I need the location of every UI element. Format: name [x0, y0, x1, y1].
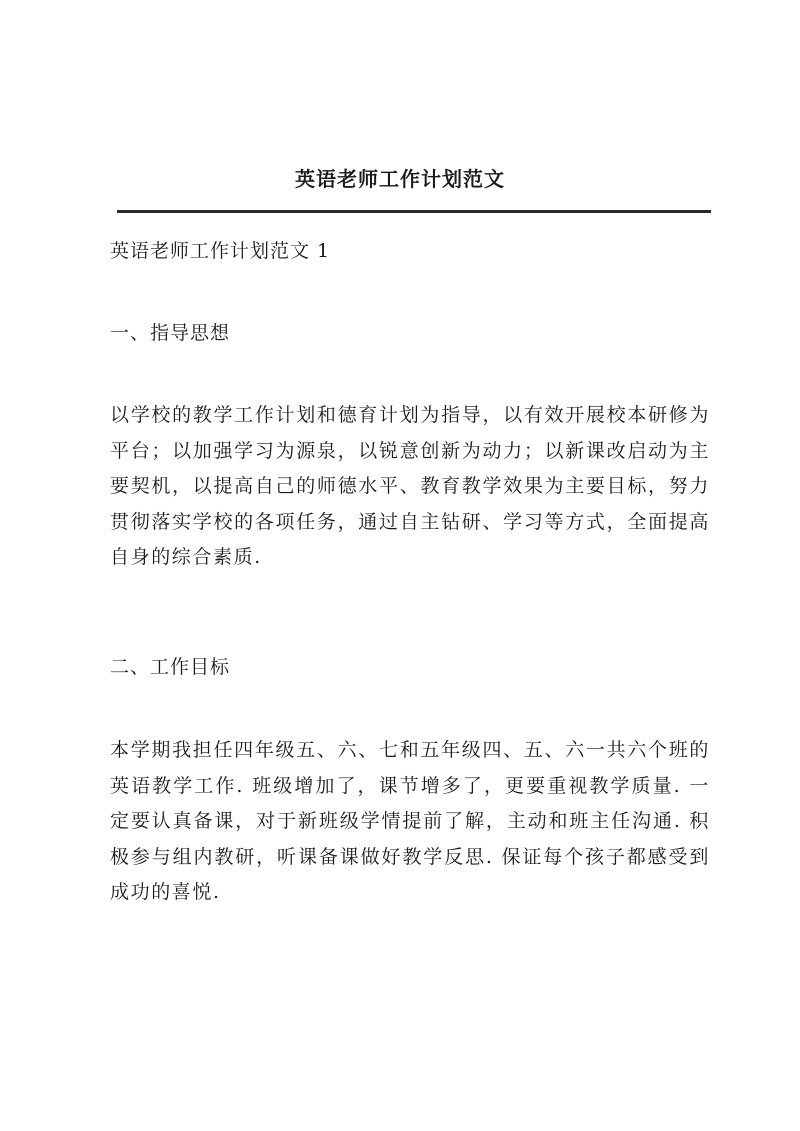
section-heading-work-goals: 二、工作目标	[110, 656, 231, 678]
document-title: 英语老师工作计划范文	[295, 167, 505, 191]
title-divider	[117, 210, 711, 213]
document-subtitle: 英语老师工作计划范文 1	[110, 240, 331, 262]
section-heading-guiding-ideology: 一、指导思想	[110, 322, 231, 344]
section-paragraph-guiding-ideology: 以学校的教学工作计划和德育计划为指导，以有效开展校本研修为平台；以加强学习为源泉，以锐意创新为动力；以新课改启动为主要契机，以提高自己的师德水平、教育教学效果为主要目标，努力贯彻落实学校的各项任务，通过自主钻研、学习等方式，全面提高自身的综合素质.	[110, 404, 710, 569]
section-paragraph-work-goals: 本学期我担任四年级五、六、七和五年级四、五、六一共六个班的英语教学工作. 班级增加了，课节增多了，更要重视教学质量. 一定要认真备课，对于新班级学情提前了解，主动和班主任沟通. 积极参与组内教研，听课备课做好教学反思. 保证每个孩子都感受到成功的喜悦.	[110, 739, 710, 904]
